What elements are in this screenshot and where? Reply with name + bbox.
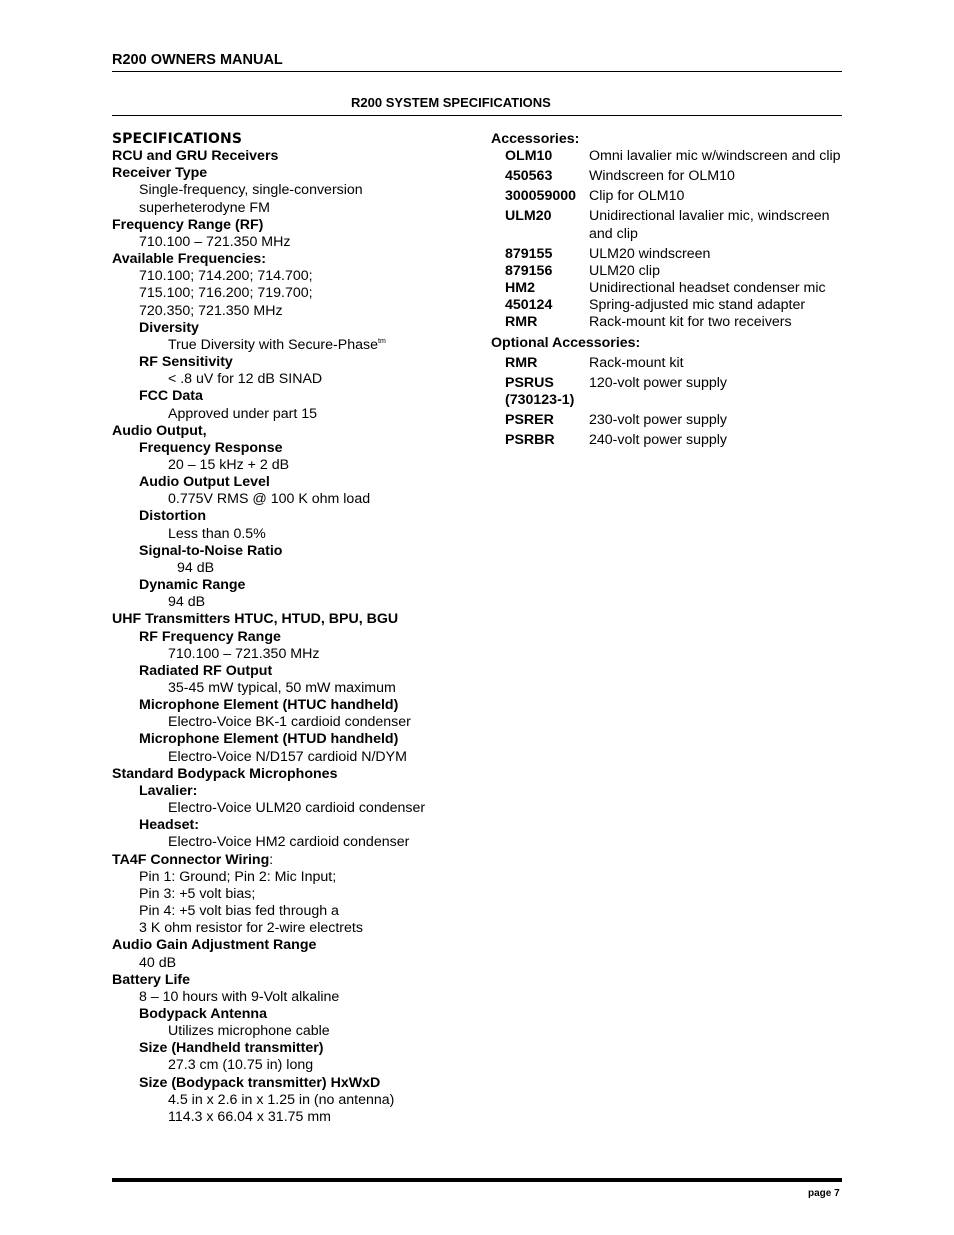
accessory-part-number: (730123-1) bbox=[505, 391, 575, 408]
accessory-code: RMR bbox=[505, 354, 538, 371]
spec-group-uhf-transmitters: UHF Transmitters HTUC, HTUD, BPU, BGU bbox=[112, 611, 399, 628]
accessory-code: 879156 bbox=[505, 262, 553, 279]
accessory-code: 300059000 bbox=[505, 188, 577, 205]
accessory-description-line: Unidirectional lavalier mic, windscreen bbox=[589, 208, 830, 225]
section-rule bbox=[112, 115, 842, 116]
spec-value: Less than 0.5% bbox=[168, 525, 266, 542]
list-item bbox=[491, 168, 851, 185]
page-number: page 7 bbox=[808, 1188, 840, 1199]
spec-value: 20 – 15 kHz + 2 dB bbox=[168, 456, 290, 473]
accessory-code: 879155 bbox=[505, 245, 553, 262]
list-item bbox=[491, 208, 851, 242]
spec-value: Single-frequency, single-conversion bbox=[139, 182, 363, 199]
footer-rule bbox=[112, 1178, 842, 1182]
spec-label: Receiver Type bbox=[112, 165, 208, 182]
list-item bbox=[491, 263, 851, 280]
trademark-mark: tm bbox=[378, 337, 386, 345]
spec-value: 710.100; 714.200; 714.700; bbox=[139, 268, 313, 285]
list-item bbox=[491, 188, 851, 205]
diversity-text: True Diversity with Secure-Phase bbox=[168, 336, 378, 353]
accessory-code: OLM10 bbox=[505, 148, 553, 164]
spec-label: Frequency Range (RF) bbox=[112, 216, 264, 233]
spec-value: 710.100 – 721.350 MHz bbox=[168, 645, 320, 662]
accessory-description: Rack-mount kit bbox=[589, 354, 684, 371]
spec-value: Electro-Voice N/D157 cardioid N/DYM bbox=[168, 748, 407, 765]
document-title: R200 OWNERS MANUAL bbox=[112, 52, 283, 68]
spec-group-bodypack-mics: Standard Bodypack Microphones bbox=[112, 765, 338, 782]
spec-label: Microphone Element (HTUC handheld) bbox=[139, 697, 399, 714]
spec-value: 710.100 – 721.350 MHz bbox=[139, 233, 291, 250]
spec-value: superheterodyne FM bbox=[139, 199, 270, 216]
spec-value: Electro-Voice ULM20 cardioid condenser bbox=[168, 800, 426, 817]
spec-label: RF Sensitivity bbox=[139, 354, 233, 371]
list-item bbox=[491, 314, 851, 331]
accessories-heading: Accessories: bbox=[491, 131, 580, 147]
specifications-column bbox=[112, 131, 482, 1126]
accessory-description: Clip for OLM10 bbox=[589, 188, 685, 205]
list-item bbox=[491, 148, 851, 165]
spec-label: Audio Gain Adjustment Range bbox=[112, 937, 317, 954]
accessory-description: Spring-adjusted mic stand adapter bbox=[589, 297, 806, 314]
spec-group-audio-output: Audio Output, bbox=[112, 422, 207, 439]
accessory-code: 450563 bbox=[505, 168, 553, 185]
list-item bbox=[491, 412, 851, 429]
accessory-description: 120-volt power supply bbox=[589, 374, 728, 391]
spec-label: Frequency Response bbox=[139, 439, 283, 456]
spec-value: 720.350; 721.350 MHz bbox=[139, 302, 283, 319]
spec-label: Headset: bbox=[139, 817, 199, 834]
spec-value: 27.3 cm (10.75 in) long bbox=[168, 1057, 314, 1074]
list-item bbox=[491, 280, 851, 297]
spec-value: 715.100; 716.200; 719.700; bbox=[139, 285, 313, 302]
list-item bbox=[491, 297, 851, 314]
list-item bbox=[491, 355, 851, 372]
accessory-code: PSRBR bbox=[505, 432, 555, 449]
spec-value: 94 dB bbox=[177, 559, 215, 576]
spec-label: Microphone Element (HTUD handheld) bbox=[139, 731, 399, 748]
spec-label: FCC Data bbox=[139, 388, 203, 405]
spec-value: < .8 uV for 12 dB SINAD bbox=[168, 371, 323, 388]
ta4f-label: TA4F Connector Wiring bbox=[112, 851, 270, 868]
accessory-description: 240-volt power supply bbox=[589, 432, 728, 449]
spec-label: Diversity bbox=[139, 319, 199, 336]
list-item bbox=[491, 375, 851, 409]
accessory-description: Unidirectional headset condenser mic bbox=[589, 280, 826, 297]
spec-value: 35-45 mW typical, 50 mW maximum bbox=[168, 680, 396, 696]
spec-value: Electro-Voice BK-1 cardioid condenser bbox=[168, 714, 411, 731]
spec-value: Utilizes microphone cable bbox=[168, 1023, 330, 1040]
accessories-column bbox=[491, 131, 851, 449]
spec-label: Bodypack Antenna bbox=[139, 1005, 267, 1022]
spec-label: Dynamic Range bbox=[139, 577, 246, 594]
spec-value bbox=[112, 337, 482, 354]
spec-value: 4.5 in x 2.6 in x 1.25 in (no antenna) bbox=[168, 1091, 395, 1108]
spec-value: Pin 4: +5 volt bias fed through a bbox=[139, 903, 339, 920]
accessory-code: RMR bbox=[505, 314, 538, 331]
spec-label: Lavalier: bbox=[139, 782, 198, 799]
accessory-description: Rack-mount kit for two receivers bbox=[589, 314, 792, 331]
spec-value: Pin 1: Ground; Pin 2: Mic Input; bbox=[139, 868, 337, 885]
spec-label: Signal-to-Noise Ratio bbox=[139, 542, 283, 559]
spec-value: 114.3 x 66.04 x 31.75 mm bbox=[168, 1108, 331, 1125]
accessory-description: 230-volt power supply bbox=[589, 412, 728, 429]
accessory-code: 450124 bbox=[505, 297, 553, 314]
spec-label: Audio Output Level bbox=[139, 474, 270, 491]
list-item bbox=[491, 432, 851, 449]
spec-value: 40 dB bbox=[139, 954, 177, 971]
accessory-code: ULM20 bbox=[505, 208, 552, 225]
list-item bbox=[491, 246, 851, 263]
spec-label: Size (Handheld transmitter) bbox=[139, 1040, 324, 1057]
spec-label: Available Frequencies: bbox=[112, 251, 267, 268]
spec-value: 3 K ohm resistor for 2-wire electrets bbox=[139, 920, 363, 937]
spec-label: Size (Bodypack transmitter) HxWxD bbox=[139, 1074, 381, 1091]
accessory-code: PSRER bbox=[505, 412, 554, 429]
spec-label: Battery Life bbox=[112, 971, 191, 988]
spec-value: 8 – 10 hours with 9-Volt alkaline bbox=[139, 988, 340, 1005]
spec-label: Distortion bbox=[139, 508, 206, 525]
accessory-code: HM2 bbox=[505, 280, 535, 297]
specifications-heading: SPECIFICATIONS bbox=[112, 131, 243, 147]
spec-group-rcu-gru: RCU and GRU Receivers bbox=[112, 148, 279, 165]
accessory-description: ULM20 clip bbox=[589, 262, 660, 279]
section-title: R200 SYSTEM SPECIFICATIONS bbox=[351, 95, 551, 110]
accessory-description-line: and clip bbox=[589, 225, 638, 242]
accessory-description: Omni lavalier mic w/windscreen and clip bbox=[589, 148, 841, 164]
optional-accessories-heading: Optional Accessories: bbox=[491, 334, 641, 351]
accessory-code bbox=[491, 375, 589, 409]
accessories-list bbox=[491, 148, 851, 332]
accessory-description: Windscreen for OLM10 bbox=[589, 168, 735, 185]
header-rule bbox=[112, 71, 842, 72]
spec-value: 94 dB bbox=[168, 594, 206, 611]
spec-label: Radiated RF Output bbox=[139, 662, 273, 679]
optional-accessories-list bbox=[491, 355, 851, 450]
spec-group-ta4f bbox=[112, 852, 482, 869]
accessory-description: ULM20 windscreen bbox=[589, 245, 711, 262]
accessory-code-line: PSRUS bbox=[505, 374, 554, 391]
spec-value: Electro-Voice HM2 cardioid condenser bbox=[168, 834, 410, 851]
spec-label: RF Frequency Range bbox=[139, 628, 281, 645]
accessory-description bbox=[589, 208, 851, 242]
spec-value: 0.775V RMS @ 100 K ohm load bbox=[168, 491, 371, 508]
spec-value: Pin 3: +5 volt bias; bbox=[139, 885, 256, 902]
spec-value: Approved under part 15 bbox=[168, 405, 318, 422]
ta4f-colon: : bbox=[269, 851, 274, 868]
